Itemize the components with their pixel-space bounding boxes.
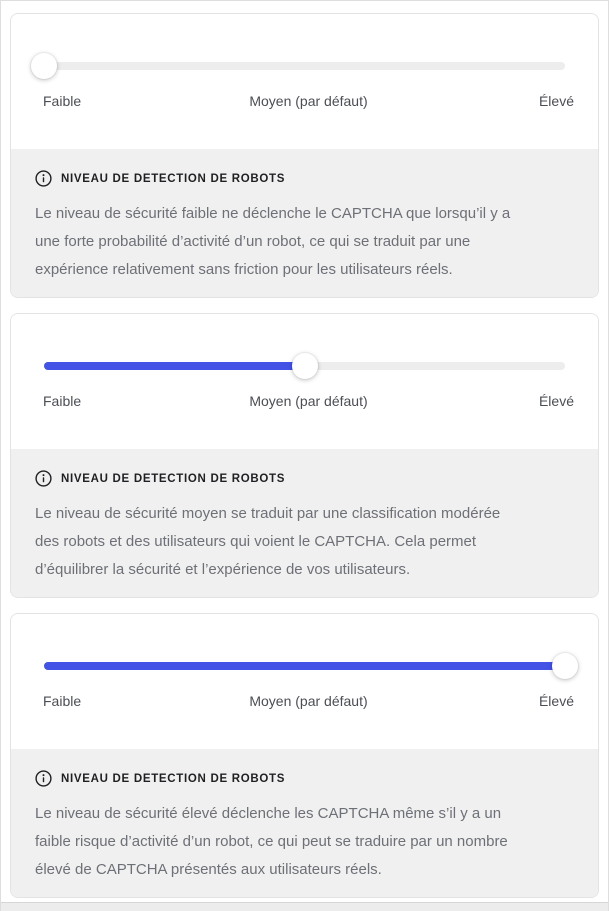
slider-fill — [44, 362, 305, 370]
info-section — [11, 749, 598, 897]
info-header — [35, 770, 574, 787]
info-circle-icon — [35, 470, 52, 487]
slider-thumb[interactable] — [292, 353, 318, 379]
slider-label-mid: Moyen (par défaut) — [249, 693, 368, 709]
info-header — [35, 470, 574, 487]
slider-labels — [35, 693, 574, 710]
security-level-card-medium — [10, 313, 599, 598]
security-level-slider[interactable] — [44, 62, 565, 70]
security-level-card-high — [10, 613, 599, 898]
slider-section — [11, 614, 598, 749]
info-description: Le niveau de sécurité moyen se traduit par une classification modérée des robots et des utilisateurs qui voient le CAPTCHA. Cela permet d’équilibrer la sécurité et l’expérience de vos utilisateurs. — [35, 505, 501, 578]
slider-label-min: Faible — [43, 693, 82, 709]
slider-label-mid: Moyen (par défaut) — [249, 93, 368, 109]
security-level-card-low — [10, 13, 599, 298]
slider-label-max: Élevé — [538, 393, 574, 409]
slider-fill — [44, 662, 565, 670]
slider-label-min: Faible — [43, 93, 82, 109]
info-circle-icon — [35, 770, 52, 787]
slider-label-min: Faible — [43, 393, 82, 409]
slider-track[interactable] — [44, 62, 565, 70]
info-description: Le niveau de sécurité faible ne déclenche le CAPTCHA que lorsqu’il y a une forte probabilité d’activité d’un robot, ce qui se traduit par une expérience relativement sans friction pour les utilisateurs réels. — [35, 205, 511, 278]
slider-thumb[interactable] — [552, 653, 578, 679]
slider-label-max: Élevé — [538, 693, 574, 709]
bottom-divider — [1, 902, 608, 911]
info-circle-icon — [35, 170, 52, 187]
info-header — [35, 170, 574, 187]
slider-labels — [35, 393, 574, 410]
slider-label-mid: Moyen (par défaut) — [249, 393, 368, 409]
info-section — [11, 149, 598, 297]
slider-thumb[interactable] — [31, 53, 57, 79]
info-title: NIVEAU DE DETECTION DE ROBOTS — [61, 772, 286, 785]
slider-section — [11, 14, 598, 149]
info-description: Le niveau de sécurité élevé déclenche les CAPTCHA même s’il y a un faible risque d’activité d’un robot, ce qui peut se traduire par un nombre élevé de CAPTCHA présentés aux utilisateurs réels. — [35, 805, 508, 878]
info-title: NIVEAU DE DETECTION DE ROBOTS — [61, 472, 286, 485]
security-level-slider[interactable] — [44, 362, 565, 370]
security-level-slider[interactable] — [44, 662, 565, 670]
info-section — [11, 449, 598, 597]
slider-section — [11, 314, 598, 449]
info-title: NIVEAU DE DETECTION DE ROBOTS — [61, 172, 286, 185]
slider-label-max: Élevé — [538, 93, 574, 109]
slider-labels — [35, 93, 574, 110]
